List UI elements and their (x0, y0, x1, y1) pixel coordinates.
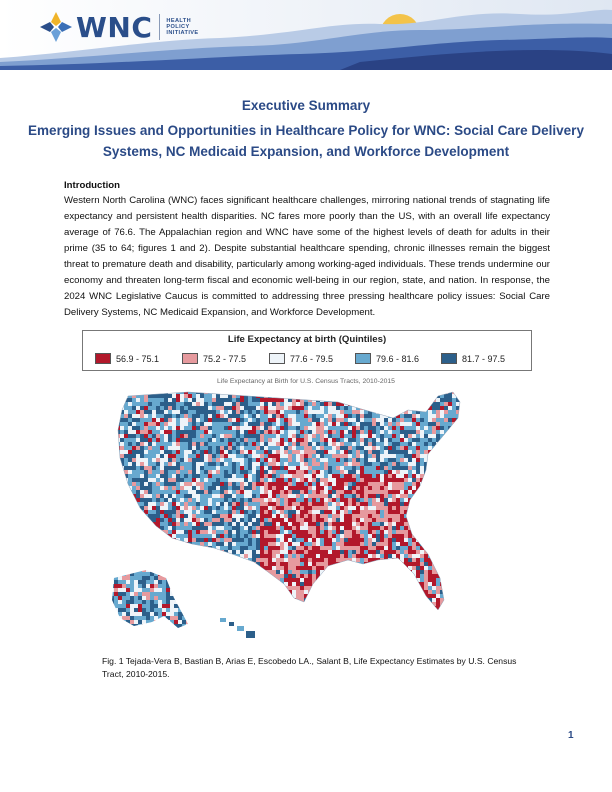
figure-caption: Fig. 1 Tejada-Vera B, Bastian B, Arias E, Escobedo LA., Salant B, Life Expectancy Estimates by U.S. Census Tract, 2010-2015. (102, 656, 517, 679)
legend-swatch (441, 353, 457, 364)
executive-summary-title: Executive Summary (241, 98, 371, 113)
legend-swatch (269, 353, 285, 364)
logo-sub-initiative: INITIATIVE (166, 30, 199, 37)
life-expectancy-map (108, 388, 520, 648)
legend-swatch (355, 353, 371, 364)
contiguous-us-tracts (116, 390, 464, 614)
legend-title: Life Expectancy at birth (Quintiles) (227, 334, 387, 345)
logo-subtitle (166, 18, 198, 37)
document-title-line-1: Emerging Issues and Opportunities in Healthcare Policy for WNC: Social Care Delivery (28, 123, 584, 138)
introduction-heading: Introduction (64, 180, 120, 191)
logo-sub-policy: POLICY (166, 23, 190, 30)
logo (38, 10, 199, 44)
legend-swatch (95, 353, 111, 364)
legend-label: 79.6 - 81.6 (376, 353, 420, 364)
legend-item-quintile-4 (355, 353, 419, 364)
legend-swatch (182, 353, 198, 364)
legend-item-quintile-3 (269, 353, 333, 364)
logo-divider (159, 14, 160, 40)
legend-label: 75.2 - 77.5 (203, 353, 247, 364)
document-title (0, 120, 612, 162)
alaska-tracts (110, 568, 190, 632)
legend-item-quintile-1 (95, 353, 159, 364)
legend-label: 81.7 - 97.5 (462, 353, 506, 364)
logo-sub-health: HEALTH (166, 17, 192, 24)
logo-mark-icon (38, 10, 74, 44)
hawaii-tracts (220, 618, 255, 638)
map-title: Life Expectancy at Birth for U.S. Census Tracts, 2010-2015 (217, 378, 395, 385)
page-number: 1 (568, 730, 574, 741)
legend-item-quintile-5 (441, 353, 505, 364)
legend-label: 56.9 - 75.1 (116, 353, 160, 364)
document-title-line-2: Systems, NC Medicaid Expansion, and Workforce Development (102, 144, 510, 159)
legend-item-quintile-2 (182, 353, 246, 364)
introduction-paragraph: Western North Carolina (WNC) faces significant healthcare challenges, mirroring national trends of stagnating life expectancy and persistent health disparities. NC fares more poorly than the US, with an overall life expectancy average of 76.6. The Appalachian region and WNC have some of the highest levels of death for adults in their prime (35 to 64; figures 1 and 2). Despite substantial healthcare spending, chronic illnesses remain the biggest threat to premature death and disability, particularly among working-aged individuals. These trends undermine our economy and threaten long-term fiscal and economic well-being in our region, state, and nation. In response, the 2024 WNC Legislative Caucus is committed to addressing three pressing healthcare policy issues: Social Care Delivery Systems, NC Medicaid Expansion, and Workforce Development. (64, 195, 550, 318)
map-legend (82, 330, 532, 371)
legend-label: 77.6 - 79.5 (290, 353, 334, 364)
logo-wordmark: WNC (76, 10, 153, 44)
